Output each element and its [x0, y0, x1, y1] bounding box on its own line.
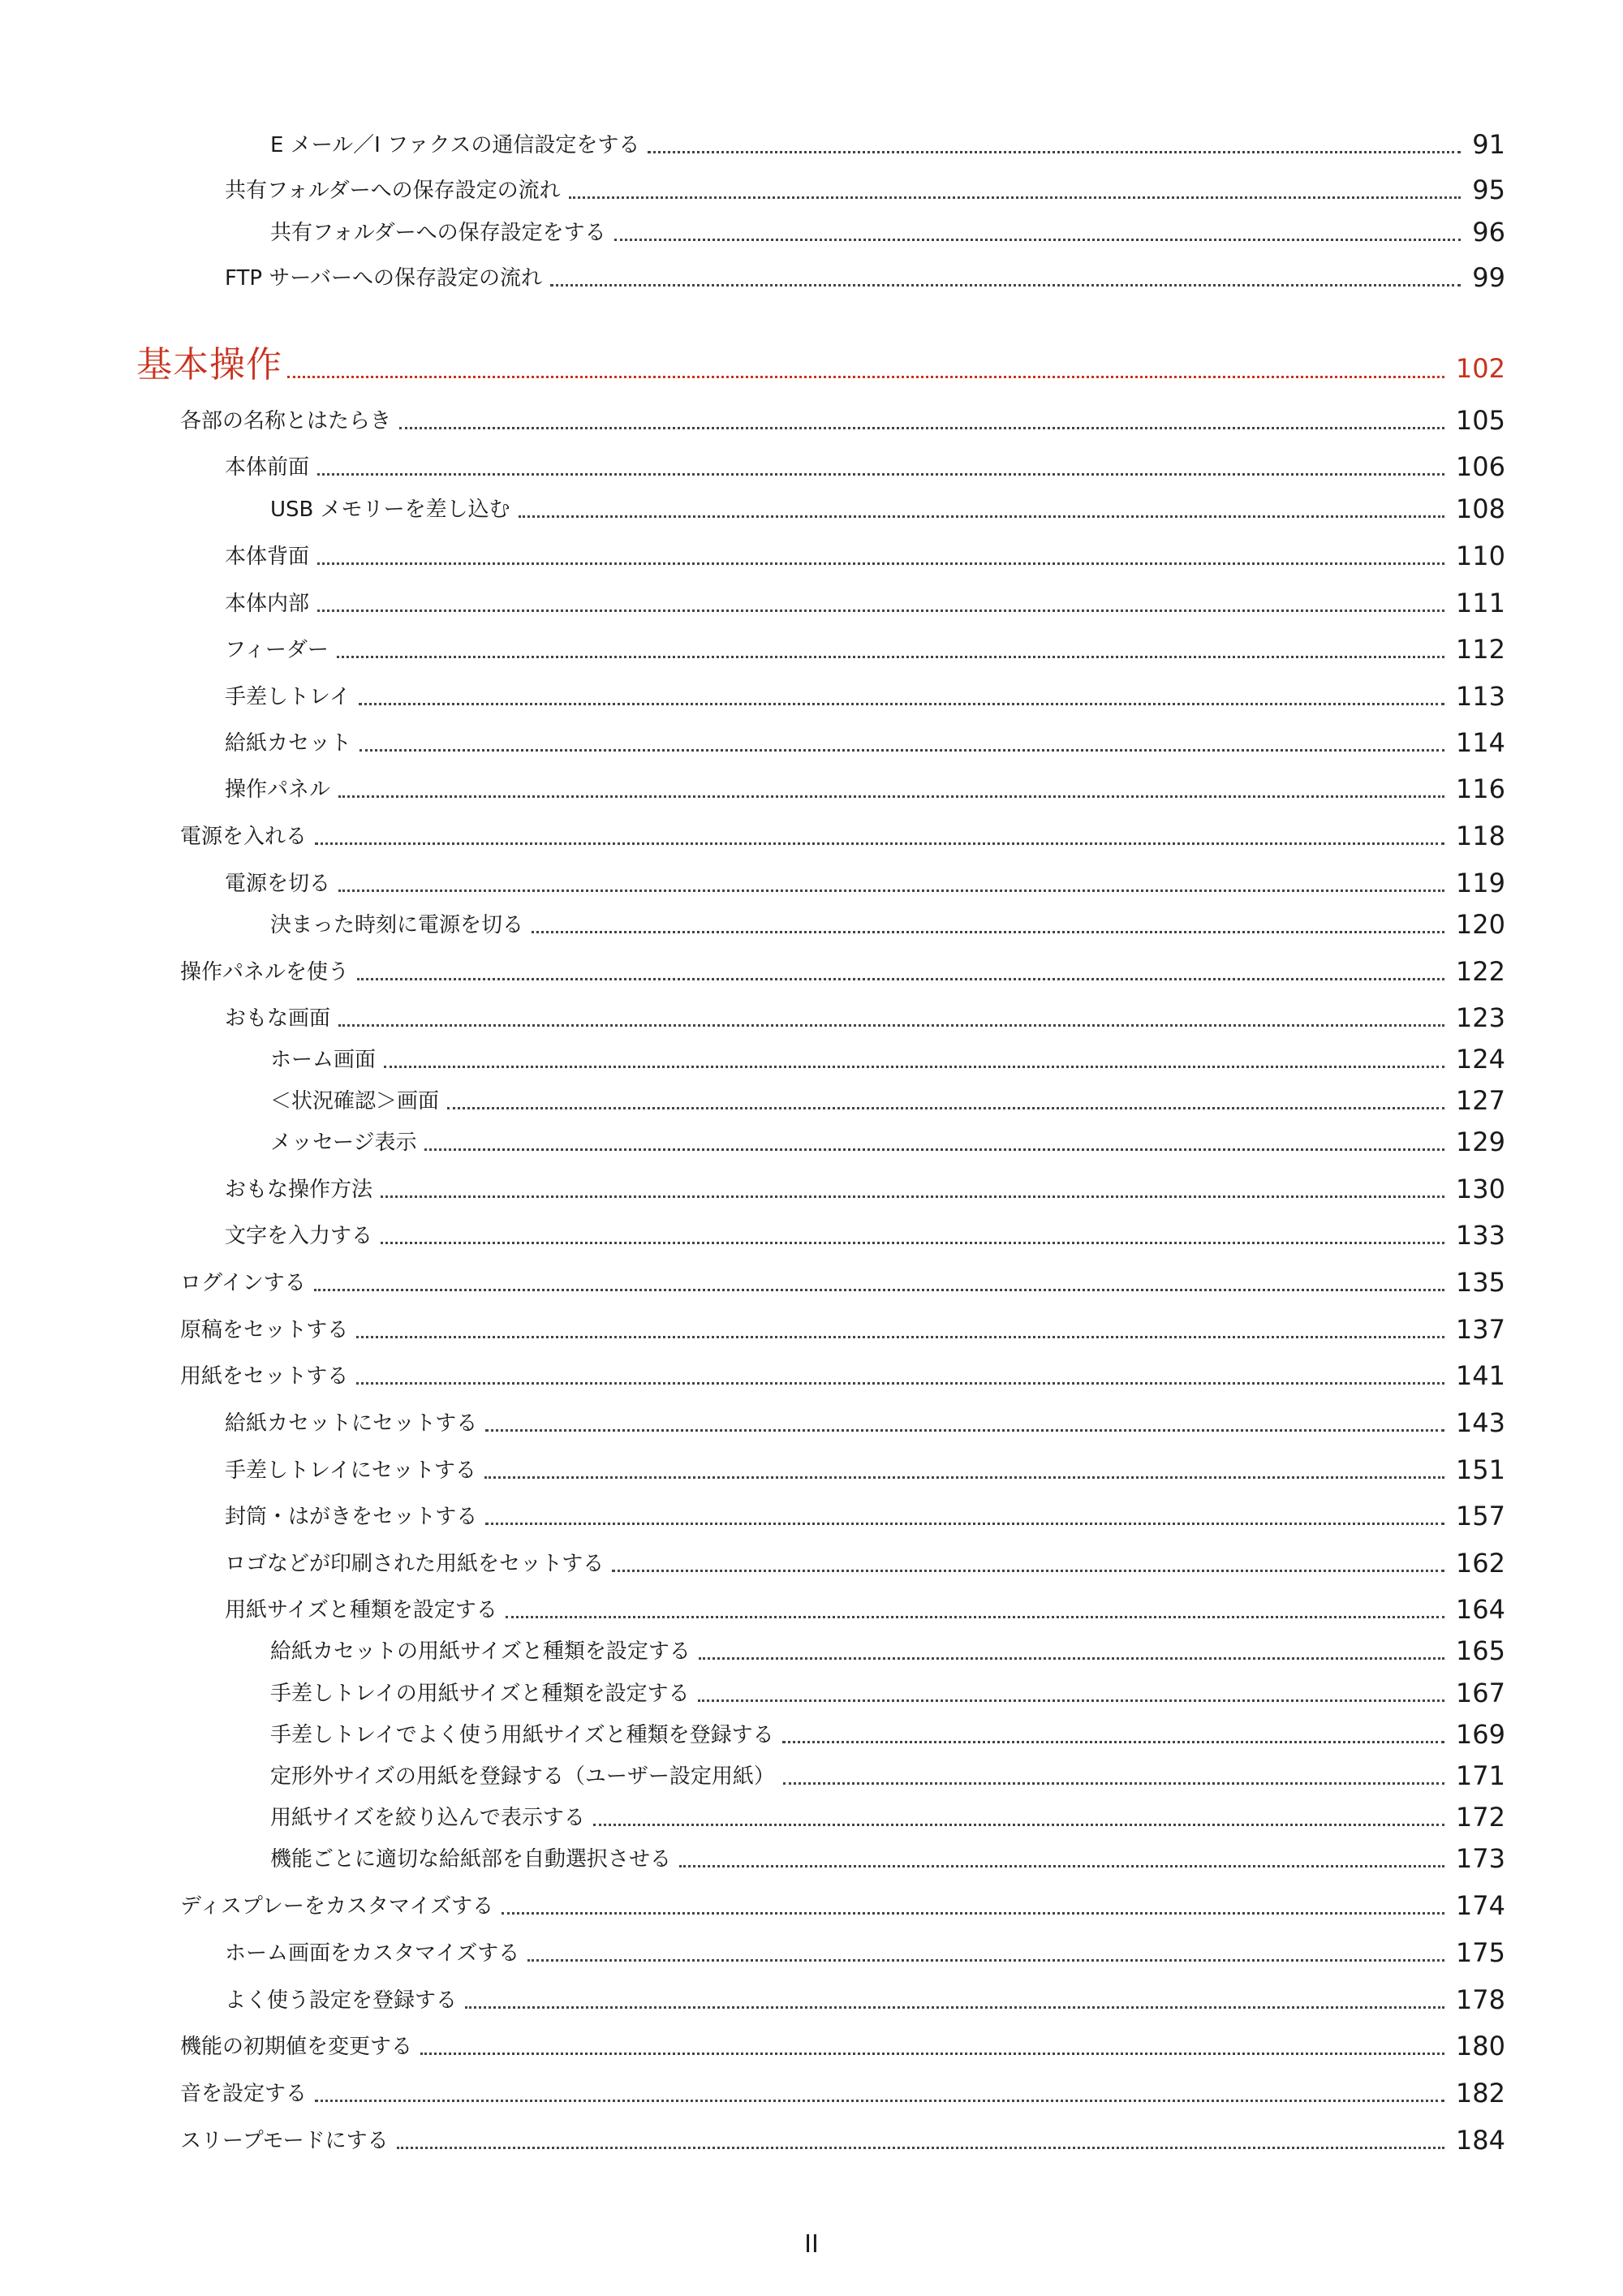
toc-entry-title: 共有フォルダーへの保存設定の流れ: [225, 179, 561, 203]
dot-leader: [527, 1959, 1444, 1962]
dot-leader: [356, 1382, 1444, 1385]
toc-entry-title: 給紙カセットの用紙サイズと種類を設定する: [270, 1639, 691, 1664]
toc-entry-title: ロゴなどが印刷された用紙をセットする: [225, 1552, 605, 1576]
toc-entry-page: 95: [1472, 174, 1505, 205]
toc-entry-title: 本体前面: [225, 455, 310, 480]
toc-entry[interactable]: [180, 2030, 1505, 2062]
toc-entry-page: 143: [1455, 1407, 1505, 1438]
toc-entry-page: 169: [1455, 1719, 1505, 1750]
toc-entry-page: 137: [1455, 1314, 1505, 1345]
toc-entry[interactable]: [180, 2077, 1505, 2109]
toc-entry-page: 135: [1455, 1267, 1505, 1298]
toc-entry-page: 91: [1472, 129, 1505, 160]
chapter-heading[interactable]: [136, 341, 1505, 388]
dot-leader: [337, 656, 1444, 658]
dot-leader: [465, 2006, 1444, 2009]
toc-entry-page: 129: [1455, 1126, 1505, 1157]
toc-entry[interactable]: [225, 1454, 1505, 1486]
toc-entry[interactable]: [180, 1266, 1505, 1299]
toc-entry-title: 機能の初期値を変更する: [180, 2035, 413, 2059]
toc-entry-title: 用紙サイズと種類を設定する: [225, 1598, 497, 1622]
dot-leader: [506, 1616, 1444, 1618]
toc-entry[interactable]: [225, 1936, 1505, 1969]
toc-entry-page: 130: [1455, 1174, 1505, 1204]
toc-entry-page: 108: [1455, 493, 1505, 524]
toc-entry[interactable]: [225, 867, 1505, 899]
dot-leader: [782, 1741, 1444, 1743]
toc-entry-title: USB メモリーを差し込む: [270, 498, 510, 522]
toc-entry-title: 手差しトレイでよく使う用紙サイズと種類を登録する: [270, 1723, 774, 1747]
dot-leader: [381, 1242, 1444, 1244]
toc-entry[interactable]: [180, 1313, 1505, 1346]
toc-entry-title: 用紙サイズを絞り込んで表示する: [270, 1806, 585, 1830]
toc-entry[interactable]: [270, 908, 1505, 941]
toc-entry[interactable]: [270, 1801, 1505, 1833]
toc-entry-page: 113: [1455, 681, 1505, 712]
toc-entry[interactable]: [225, 1593, 1505, 1626]
toc-entry-title: 封筒・はがきをセットする: [225, 1505, 478, 1529]
toc-entry-title: 基本操作: [136, 344, 282, 386]
toc-entry-page: 133: [1455, 1220, 1505, 1251]
toc-entry[interactable]: [225, 773, 1505, 805]
toc-entry[interactable]: [270, 1842, 1505, 1875]
toc-entry-page: 180: [1455, 2031, 1505, 2061]
dot-leader: [420, 2053, 1444, 2055]
toc-entry[interactable]: [180, 2124, 1505, 2156]
toc-entry[interactable]: [270, 1126, 1505, 1158]
dot-leader: [484, 1476, 1444, 1479]
toc-entry[interactable]: [270, 1718, 1505, 1751]
dot-leader: [399, 427, 1444, 429]
toc-entry[interactable]: [225, 1002, 1505, 1034]
dot-leader: [287, 376, 1444, 378]
dot-leader: [317, 473, 1444, 476]
toc-entry[interactable]: [270, 1677, 1505, 1709]
toc-entry-page: 167: [1455, 1678, 1505, 1708]
toc-entry-page: 171: [1455, 1760, 1505, 1791]
toc-entry-title: 電源を入れる: [180, 825, 308, 849]
toc-entry-title: ＜状況確認＞画面: [270, 1089, 440, 1114]
toc-entry-page: 165: [1455, 1635, 1505, 1666]
toc-entry-page: 96: [1472, 217, 1505, 248]
toc-entry-title: おもな操作方法: [225, 1178, 373, 1202]
toc-entry[interactable]: [180, 1889, 1505, 1922]
dot-leader: [612, 1570, 1444, 1572]
dot-leader: [648, 151, 1461, 153]
toc-entry-title: 音を設定する: [180, 2082, 308, 2106]
dot-leader: [614, 239, 1462, 241]
toc-entry[interactable]: [225, 1547, 1505, 1579]
page-number: II: [804, 2230, 819, 2259]
toc-entry[interactable]: [225, 174, 1505, 206]
toc-entry-page: 99: [1472, 262, 1505, 293]
toc-entry-title: 定形外サイズの用紙を登録する（ユーザー設定用紙）: [270, 1764, 775, 1789]
dot-leader: [519, 515, 1444, 518]
dot-leader: [447, 1107, 1444, 1109]
toc-entry-title: メッセージ表示: [270, 1131, 417, 1155]
toc-entry-title: 給紙カセット: [225, 731, 352, 756]
dot-leader: [485, 1429, 1444, 1432]
dot-leader: [569, 196, 1462, 199]
dot-leader: [698, 1699, 1444, 1702]
dot-leader: [485, 1523, 1444, 1525]
toc-entry-title: 給紙カセットにセットする: [225, 1411, 478, 1436]
toc-entry-title: 手差しトレイにセットする: [225, 1458, 476, 1483]
toc-entry-title: ログインする: [180, 1271, 306, 1295]
toc-entry[interactable]: [225, 1219, 1505, 1251]
toc-entry-title: 電源を切る: [225, 872, 331, 896]
dot-leader: [397, 2147, 1444, 2149]
toc-entry-title: おもな画面: [225, 1006, 331, 1031]
dot-leader: [315, 842, 1444, 845]
toc-entry-title: ディスプレーをカスタマイズする: [180, 1894, 494, 1919]
toc-entry-page: 124: [1455, 1044, 1505, 1075]
toc-entry-page: 184: [1455, 2125, 1505, 2156]
toc-entry-title: 機能ごとに適切な給紙部を自動選択させる: [270, 1847, 672, 1872]
toc-entry-title: フィーダー: [225, 638, 329, 662]
dot-leader: [679, 1865, 1444, 1867]
toc-entry[interactable]: [225, 450, 1505, 483]
toc-entry-page: 141: [1455, 1360, 1505, 1391]
toc-entry-page: 182: [1455, 2078, 1505, 2109]
dot-leader: [338, 1024, 1444, 1027]
dot-leader: [357, 978, 1444, 980]
toc-entry[interactable]: [270, 216, 1505, 248]
toc-entry[interactable]: [225, 680, 1505, 713]
toc-entry-page: 112: [1455, 634, 1505, 665]
toc-entry-page: 164: [1455, 1594, 1505, 1625]
toc-entry[interactable]: [225, 633, 1505, 666]
dot-leader: [317, 562, 1444, 565]
toc-entry[interactable]: [180, 955, 1505, 988]
dot-leader: [699, 1657, 1444, 1660]
toc-entry-page: 151: [1455, 1454, 1505, 1485]
toc-entry[interactable]: [225, 587, 1505, 619]
toc-entry-title: E メール／I ファクスの通信設定をする: [270, 133, 640, 157]
dot-leader: [550, 284, 1461, 286]
toc-entry-page: 175: [1455, 1937, 1505, 1968]
toc-entry[interactable]: [180, 404, 1505, 437]
toc-entry-title: FTP サーバーへの保存設定の流れ: [225, 266, 543, 291]
dot-leader: [783, 1782, 1444, 1785]
toc-entry-page: 116: [1455, 773, 1505, 804]
dot-leader: [317, 610, 1444, 612]
toc-entry-title: ホーム画面をカスタマイズする: [225, 1941, 520, 1966]
toc-entry-page: 157: [1455, 1501, 1505, 1531]
dot-leader: [338, 890, 1444, 892]
dot-leader: [502, 1912, 1444, 1915]
toc-entry-page: 118: [1455, 821, 1505, 851]
toc-entry[interactable]: [180, 820, 1505, 852]
toc-entry-page: 102: [1455, 353, 1505, 384]
dot-leader: [424, 1148, 1444, 1151]
dot-leader: [314, 1289, 1444, 1291]
toc-entry-page: 173: [1455, 1843, 1505, 1874]
toc-entry-page: 111: [1455, 588, 1505, 618]
toc-entry[interactable]: [270, 1635, 1505, 1667]
toc-entry[interactable]: [270, 1760, 1505, 1792]
toc-entry-page: 110: [1455, 541, 1505, 571]
toc-entry-page: 174: [1455, 1890, 1505, 1921]
dot-leader: [356, 1336, 1444, 1338]
toc-entry-page: 172: [1455, 1802, 1505, 1833]
toc-entry-title: 決まった時刻に電源を切る: [270, 913, 524, 937]
toc-entry-page: 114: [1455, 727, 1505, 758]
toc-entry-page: 178: [1455, 1984, 1505, 2015]
toc-entry-title: 本体背面: [225, 545, 310, 569]
toc-entry-title: 操作パネル: [225, 778, 331, 802]
toc-entry-title: 手差しトレイ: [225, 685, 351, 709]
toc-entry-title: スリープモードにする: [180, 2129, 389, 2153]
toc-entry[interactable]: [225, 726, 1505, 759]
dot-leader: [359, 749, 1444, 752]
toc-entry-page: 122: [1455, 956, 1505, 987]
toc-entry[interactable]: [225, 261, 1505, 294]
toc-entry-title: 手差しトレイの用紙サイズと種類を設定する: [270, 1682, 690, 1706]
toc-entry[interactable]: [225, 1500, 1505, 1532]
toc-entry-title: 共有フォルダーへの保存設定をする: [270, 221, 606, 245]
toc-entry[interactable]: [180, 1359, 1505, 1392]
toc-entry-title: ホーム画面: [270, 1048, 377, 1072]
toc-entry-page: 162: [1455, 1548, 1505, 1579]
toc-entry[interactable]: [225, 1406, 1505, 1439]
toc-entry-title: 文字を入力する: [225, 1224, 373, 1248]
toc-entry-title: 操作パネルを使う: [180, 960, 350, 984]
dot-leader: [532, 931, 1444, 933]
toc-entry[interactable]: [225, 1173, 1505, 1205]
toc-entry[interactable]: [270, 493, 1505, 525]
dot-leader: [359, 703, 1444, 705]
toc-entry[interactable]: [270, 1084, 1505, 1117]
toc-entry-title: 用紙をセットする: [180, 1364, 349, 1389]
dot-leader: [338, 795, 1444, 798]
toc-entry-title: 本体内部: [225, 592, 310, 616]
toc-entry-page: 105: [1455, 405, 1505, 436]
dot-leader: [315, 2100, 1444, 2102]
toc-entry[interactable]: [270, 1043, 1505, 1075]
toc-entry-page: 106: [1455, 451, 1505, 482]
toc-entry-title: よく使う設定を登録する: [225, 1988, 458, 2013]
dot-leader: [384, 1066, 1444, 1068]
toc-entry-title: 各部の名称とはたらき: [180, 409, 392, 433]
toc-entry-title: 原稿をセットする: [180, 1318, 349, 1342]
dot-leader: [593, 1824, 1444, 1826]
toc-entry-page: 123: [1455, 1002, 1505, 1033]
toc-entry[interactable]: [225, 540, 1505, 572]
toc-entry[interactable]: [225, 1984, 1505, 2016]
toc-entry-page: 119: [1455, 868, 1505, 898]
dot-leader: [381, 1195, 1444, 1198]
toc-entry-page: 120: [1455, 909, 1505, 940]
toc-entry-page: 127: [1455, 1085, 1505, 1116]
toc-entry[interactable]: [270, 128, 1505, 161]
